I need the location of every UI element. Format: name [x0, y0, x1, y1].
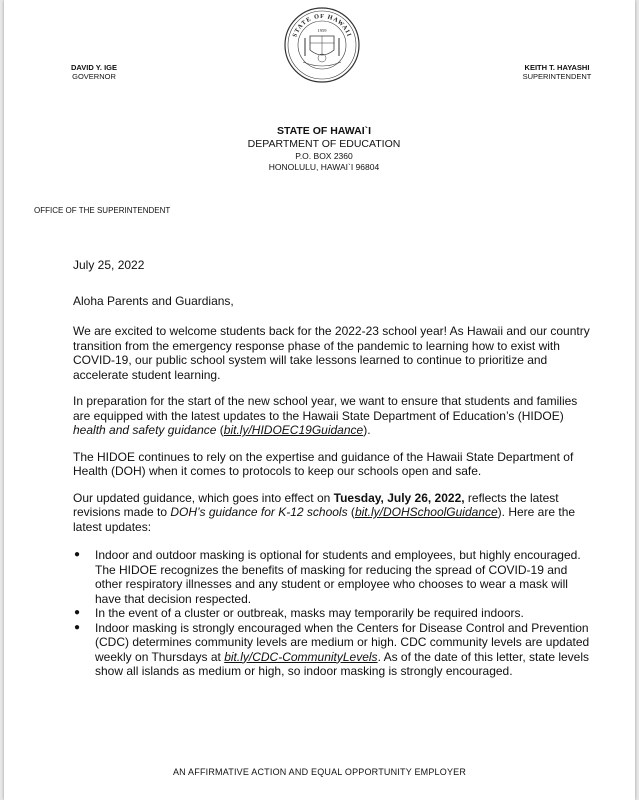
paragraph-4-end: ). Here are the latest updates: — [73, 505, 576, 534]
paragraph-1: We are excited to welcome students back for the 2022-23 school year! As Hawaii and our country transition from the emergency response phase of the pandemic to learning how to exist with COVID-19, our public school system will take lessons learned to continue to prioritize and accelerate student learning. — [73, 324, 590, 382]
cdc-levels-link[interactable]: bit.ly/CDC-CommunityLevels — [224, 649, 378, 664]
letterhead-address — [194, 125, 454, 173]
letter-body — [73, 258, 593, 679]
doh-guidance-link[interactable]: bit.ly/DOHSchoolGuidance — [354, 505, 498, 519]
state-name: STATE OF HAWAI`I — [276, 125, 372, 137]
doh-guidance-italic: DOH’s guidance for K-12 schools — [170, 505, 348, 519]
paragraph-2-end: ). — [363, 423, 371, 437]
department-name: DEPARTMENT OF EDUCATION — [247, 138, 401, 150]
paragraph-4-paren: ( — [347, 505, 355, 519]
state-seal-icon — [283, 6, 361, 114]
paragraph-2-text: In preparation for the start of the new school year, we want to ensure that students and families are equipped with the latest updates to the Hawaii State Department of Education’s (HIDOE) — [73, 394, 578, 423]
city-address: HONOLULU, HAWAI`I 96804 — [268, 162, 380, 172]
paragraph-4 — [73, 491, 593, 535]
seal-year: 1959 — [317, 28, 327, 33]
seal-text: STATE OF HAWAII — [291, 12, 353, 39]
paragraph-4-text: Our updated guidance, which goes into effect on — [73, 490, 334, 505]
list-item: ● In the event of a cluster or outbreak, masks may temporarily be required indoors. — [95, 606, 593, 621]
governor-title: GOVERNOR — [72, 72, 116, 81]
list-item — [95, 621, 593, 679]
superintendent-block — [512, 63, 602, 81]
superintendent-title: SUPERINTENDENT — [522, 72, 592, 81]
governor-name: DAVID Y. IGE — [71, 63, 117, 72]
effective-date: Tuesday, July 26, 2022, — [333, 490, 465, 505]
letter-date: July 25, 2022 — [73, 258, 145, 272]
paragraph-4-mid: reflects the latest revisions made to — [73, 490, 559, 519]
paragraph-3: The HIDOE continues to rely on the expertise and guidance of the Hawaii State Department of Health (DOH) when it comes to protocols to keep our schools open and safe. — [73, 449, 574, 478]
paragraph-2-paren: ( — [216, 423, 224, 437]
list-item: ● Indoor and outdoor masking is optional for students and employees, but highly encouraged. The HIDOE recognizes the benefits of masking for reducing the spread of COVID-19 and other respiratory illnesses and any student or employee who chooses to wear a mask will have that decision respected. — [95, 548, 593, 606]
bullet-3-end: . As of the date of this letter, state levels show all islands as medium or high, so indoor masking is strongly encouraged. — [95, 649, 590, 678]
po-box: P.O. BOX 2360 — [295, 151, 353, 161]
updates-list — [73, 548, 593, 679]
greeting: Aloha Parents and Guardians, — [73, 293, 234, 308]
superintendent-name: KEITH T. HAYASHI — [524, 63, 590, 72]
paragraph-2 — [73, 394, 593, 438]
guidance-italic: health and safety guidance — [73, 423, 217, 437]
letter-page — [4, 0, 635, 800]
footer-employer-statement: AN AFFIRMATIVE ACTION AND EQUAL OPPORTUNITY EMPLOYER — [172, 767, 467, 777]
hidoe-guidance-link[interactable]: bit.ly/HIDOEC19Guidance — [223, 423, 364, 437]
bullet-3-text: Indoor masking is strongly encouraged when the Centers for Disease Control and Prevention (CDC) determines community levels are medium or high. CDC community levels are updated weekly on Thursdays at — [95, 620, 590, 664]
office-line: OFFICE OF THE SUPERINTENDENT — [34, 206, 171, 215]
governor-block — [64, 63, 124, 81]
